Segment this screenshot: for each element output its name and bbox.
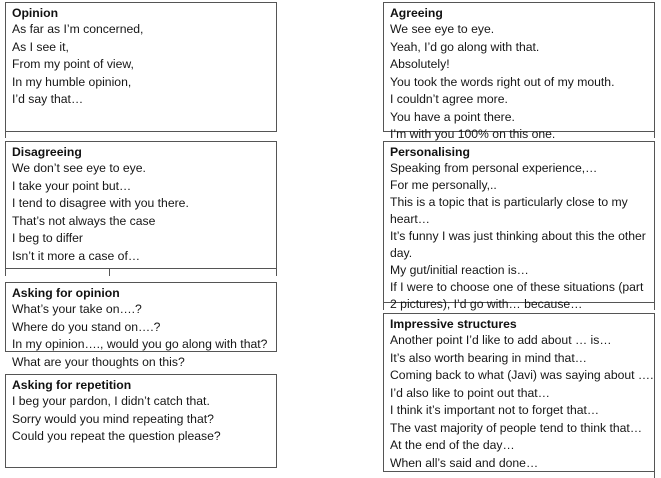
- phrase-list: [12, 21, 270, 109]
- list-item: You have a point there.: [390, 109, 515, 124]
- list-item: In my opinion…., would you go along with that?: [12, 337, 268, 351]
- table-edge-tick: [276, 268, 277, 276]
- list-item: Speaking from personal experience,…: [390, 161, 598, 175]
- agreeing-box: [383, 2, 655, 141]
- list-item: I’d also like to point out that…: [390, 385, 550, 400]
- list-item: I take your point but…: [12, 178, 132, 193]
- list-item: We don’t see eye to eye.: [12, 161, 146, 175]
- table-edge-tick: [654, 302, 655, 310]
- list-item: When all’s said and done…: [390, 455, 539, 470]
- section-title: Opinion: [12, 6, 59, 20]
- list-item: The vast majority of people tend to think that…: [390, 420, 643, 435]
- list-item: Isn’t it more a case of…: [12, 248, 141, 263]
- section-title: Asking for opinion: [12, 286, 120, 300]
- list-item: I think it’s important not to forget that…: [390, 403, 600, 417]
- list-item: Sorry would you mind repeating that?: [12, 411, 214, 426]
- section-title: Disagreeing: [12, 145, 82, 159]
- list-item: I tend to disagree with you there.: [12, 196, 189, 210]
- list-item: I’m with you 100% on this one.: [390, 127, 556, 141]
- phrase-list: [12, 393, 270, 446]
- table-edge-tick: [383, 302, 384, 310]
- opinion-box: [5, 2, 277, 132]
- table-edge-tick: [5, 268, 6, 276]
- list-item: Coming back to what (Javi) was saying about ….: [390, 368, 654, 382]
- phrase-list: [390, 21, 648, 144]
- list-item: Another point I’d like to add about … is…: [390, 333, 612, 347]
- section-title: Personalising: [390, 145, 470, 159]
- list-item: That’s not always the case: [12, 213, 156, 228]
- list-item: If I were to choose one of these situations (part 2 pictures), I’d go with… because…: [390, 280, 644, 311]
- section-title: Asking for repetition: [12, 378, 132, 392]
- list-item: What are your thoughts on this?: [12, 354, 185, 369]
- personalising-box: [383, 141, 655, 311]
- list-item: From my point of view,: [12, 57, 134, 71]
- list-item: Could you repeat the question please?: [12, 429, 221, 443]
- table-edge-tick: [654, 130, 655, 138]
- list-item: Yeah, I’d go along with that.: [390, 39, 540, 54]
- list-item: Where do you stand on….?: [12, 319, 161, 334]
- list-item: We see eye to eye.: [390, 22, 495, 36]
- impressive-structures-box: [383, 313, 655, 472]
- table-edge-tick: [109, 268, 110, 276]
- asking-for-opinion-box: [5, 282, 277, 369]
- disagreeing-box: [5, 141, 277, 269]
- list-item: Absolutely!: [390, 57, 450, 71]
- list-item: As far as I’m concerned,: [12, 22, 144, 36]
- list-item: This is a topic that is particularly close to my heart…: [390, 195, 628, 226]
- phrase-list: [12, 160, 270, 265]
- asking-for-repetition-box: [5, 374, 277, 468]
- list-item: It’s also worth bearing in mind that…: [390, 350, 587, 365]
- list-item: I couldn’t agree more.: [390, 92, 508, 106]
- phrase-list: [390, 332, 654, 472]
- phrase-list: [390, 160, 648, 313]
- table-edge-tick: [5, 130, 6, 138]
- list-item: You took the words right out of my mouth.: [390, 74, 615, 89]
- list-item: It’s funny I was just thinking about this the other day.: [390, 229, 646, 260]
- list-item: I’d say that…: [12, 92, 84, 106]
- list-item: I beg your pardon, I didn’t catch that.: [12, 394, 210, 408]
- list-item: For me personally,..: [390, 178, 497, 192]
- list-item: My gut/initial reaction is…: [390, 263, 529, 277]
- list-item: I beg to differ: [12, 231, 83, 245]
- list-item: At the end of the day…: [390, 438, 515, 452]
- list-item: In my humble opinion,: [12, 74, 132, 89]
- list-item: What’s your take on….?: [12, 302, 142, 316]
- section-title: Agreeing: [390, 6, 443, 20]
- section-title: Impressive structures: [390, 317, 517, 331]
- list-item: As I see it,: [12, 39, 69, 54]
- phrase-list: [12, 301, 270, 371]
